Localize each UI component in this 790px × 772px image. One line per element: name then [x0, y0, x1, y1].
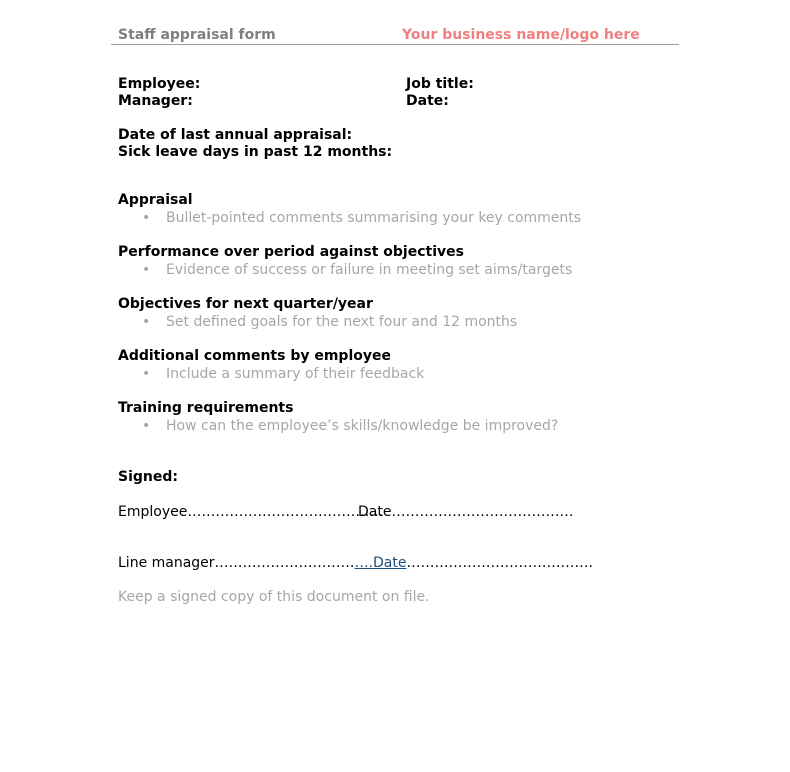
section-heading: Training requirements	[118, 400, 294, 416]
manager-date-line: ………………………………….	[406, 555, 593, 571]
section-heading: Performance over period against objectives	[118, 244, 464, 260]
employee-signature-line: Employee……………………………………	[118, 504, 384, 520]
manager-signature-row	[118, 555, 593, 572]
section-bullet-text: How can the employee’s skills/knowledge be improved?	[166, 418, 559, 434]
bullet-icon: •	[142, 366, 151, 382]
date-label: Date:	[406, 93, 449, 109]
bullet-icon: •	[142, 418, 151, 434]
header-divider	[111, 44, 679, 45]
section-bullet-text: Bullet-pointed comments summarising your key comments	[166, 210, 582, 226]
bullet-icon: •	[142, 314, 151, 330]
section-bullet-text: Include a summary of their feedback	[166, 366, 425, 382]
manager-date-link[interactable]: ….Date	[354, 555, 407, 571]
form-title: Staff appraisal form	[118, 27, 276, 43]
section-heading: Objectives for next quarter/year	[118, 296, 373, 312]
employee-date-line: Date…………………………………	[358, 504, 574, 520]
section-bullet-text: Set defined goals for the next four and 12 months	[166, 314, 518, 330]
manager-label: Manager:	[118, 93, 193, 109]
file-copy-note: Keep a signed copy of this document on file.	[118, 589, 430, 605]
last-appraisal-label: Date of last annual appraisal:	[118, 127, 353, 143]
section-heading: Appraisal	[118, 192, 193, 208]
section-heading: Additional comments by employee	[118, 348, 391, 364]
bullet-icon: •	[142, 262, 151, 278]
job-title-label: Job title:	[406, 76, 474, 92]
sick-leave-label: Sick leave days in past 12 months:	[118, 144, 393, 160]
signed-heading: Signed:	[118, 469, 178, 485]
section-bullet-text: Evidence of success or failure in meeting set aims/targets	[166, 262, 573, 278]
manager-signature-line: Line manager…………………………	[118, 555, 355, 571]
employee-label: Employee:	[118, 76, 201, 92]
business-logo-placeholder: Your business name/logo here	[402, 27, 640, 43]
bullet-icon: •	[142, 210, 151, 226]
